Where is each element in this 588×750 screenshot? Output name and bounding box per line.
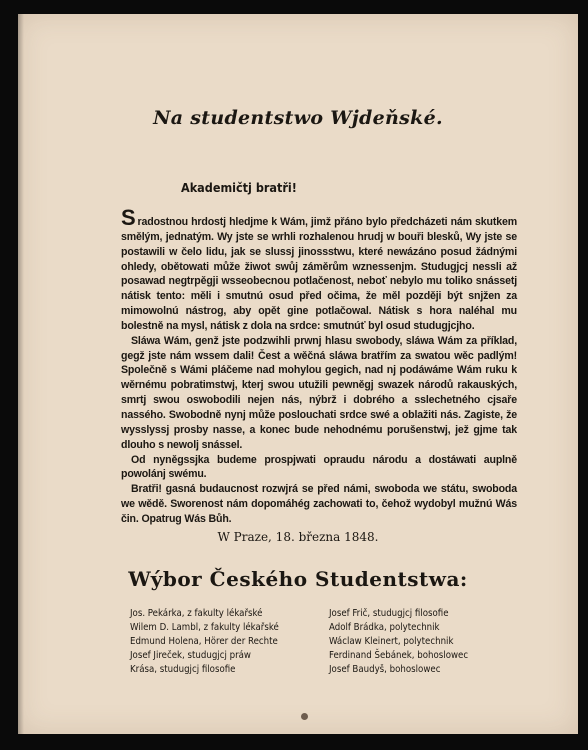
member-name: Wilem D. Lambl, z fakulty lékařské xyxy=(130,622,279,634)
document-page xyxy=(18,14,578,734)
member-name: Jos. Pekárka, z fakulty lékařské xyxy=(130,608,263,619)
member-name: Adolf Brádka, polytechnik xyxy=(329,622,440,634)
member-name: Edmund Holena, Hörer der Rechte xyxy=(130,636,278,648)
member-name: Josef Jireček, studugjcj práw xyxy=(130,650,251,662)
paper-damage-mark xyxy=(301,713,308,720)
paragraph-text: radostnou hrdostj hledjme k Wám, jimž přáno bylo předcházeti nám skutkem smělým, jednatým. Wy jste se wrhli rozhalenou hrudj w bouři blesků, Wy jste se postawili w čelo lidu, jak se slussj jinossstwu, které newázáno posud žádnými ohledy, obětowati může žiwot swůj záměrům wznessenjm. Studugjcj nessli až posawad negtrpěgji wsseobecnou potlačenost, neboť nebylo mu toliko snássetj nátisk tento: měli i smutnú osud před očima, že měl později být snjžen za mimowolnú nástrog, aby opět gine potlačowal. Nátisk s hora naléhal mu bolestně na mysl, nátisk z dola na srdce: smutnúť byl osud studugjcjho. xyxy=(121,216,517,332)
member-name: Krása, studugjcj filosofie xyxy=(130,664,236,676)
members-left-column xyxy=(130,607,279,677)
member-name: Josef Baudyš, bohoslowec xyxy=(329,664,441,676)
paragraph: Od nyněgssjka budeme prospjwati opraudu národu a dostáwati auplně powolánj swému. xyxy=(121,453,517,481)
date-line: W Praze, 18. března 1848. xyxy=(217,530,379,544)
paragraph: Sláwa Wám, genž jste podzwihli prwnj hlasu swobody, sláwa Wám za příklad, gegž jste nám wssem dali! Čest a wěčná sláwa bratřím za swatou wěc padlým! Společně s Wámi pláčeme nad mohylou gegich, nad nj podáwáme Wám ruku k wěrnému pobratimstwj, kterj swou utužili pewněgj swazek národů rakauských, smrtj swou oswobodili nejen nás, nýbrž i dobrého a sslechetného cjsaře nassého. Swobodně nynj může poslouchati srdce swé a oblažiti nás. Zagiste, že wysslyssj prosby nasse, a konec bude nehodnému porušenstwj, jež gjme tak dlouho s newolj snássel. xyxy=(121,334,517,451)
drop-cap: S xyxy=(121,205,136,230)
greeting: Akademičtj bratři! xyxy=(181,180,297,195)
members-right-column xyxy=(329,607,468,677)
committee-title: Wýbor Českého Studentstwa: xyxy=(128,567,468,591)
document-heading: Na studentstwo Wjdeňské. xyxy=(153,107,443,129)
member-name: Ferdinand Šebánek, bohoslowec xyxy=(329,650,469,662)
paragraph xyxy=(121,205,517,334)
paragraph: Bratři! gasná budaucnost rozwjrá se před námi, swoboda we státu, swoboda we wědě. Sworenost nám dopomáhég zachowati to, čehož wydobyl mužnú Wás čin. Opatrug Wás Bůh. xyxy=(121,483,517,525)
member-name: Josef Frič, studugjcj filosofie xyxy=(329,608,449,619)
body-text xyxy=(121,205,517,527)
member-name: Wáclaw Kleinert, polytechnik xyxy=(329,636,454,648)
